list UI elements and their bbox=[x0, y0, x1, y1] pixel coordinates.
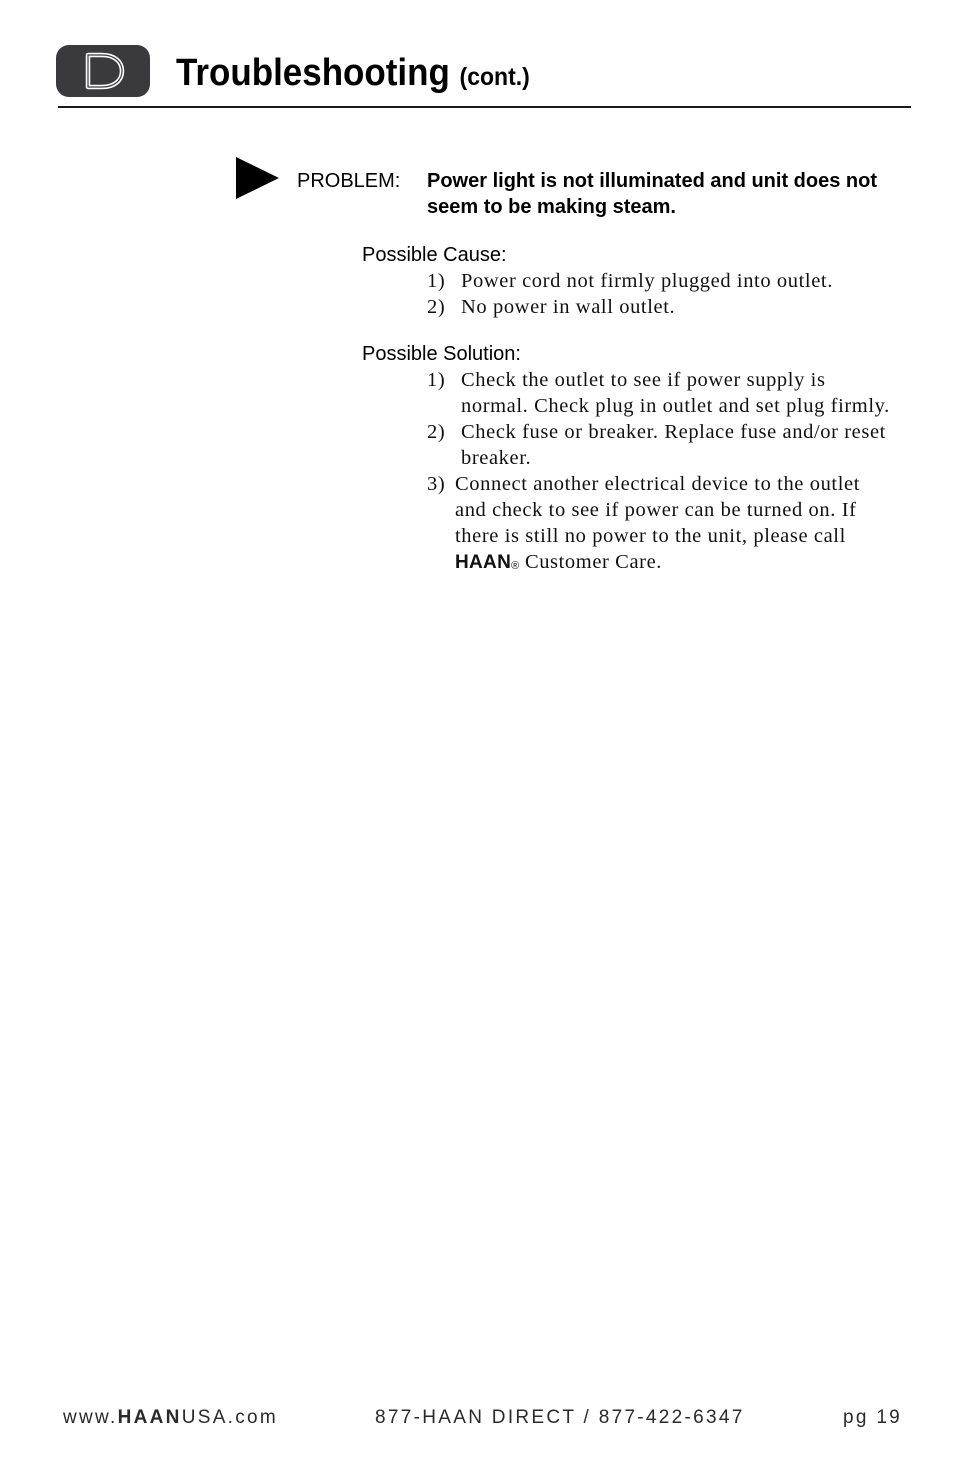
list-item bbox=[427, 471, 897, 579]
footer-url-brand: HAAN bbox=[117, 1407, 182, 1428]
list-item-text: No power in wall outlet. bbox=[461, 296, 676, 318]
problem-label: PROBLEM: bbox=[297, 170, 401, 192]
footer-website bbox=[63, 1406, 278, 1430]
list-item bbox=[427, 294, 897, 320]
page-title-suffix: (cont.) bbox=[459, 63, 530, 91]
list-item-text: Power cord not firmly plugged into outlet. bbox=[461, 270, 833, 292]
list-item-text: Check the outlet to see if power supply is normal. Check plug in outlet and set plug firmly. bbox=[461, 369, 890, 417]
list-item-number: 2) bbox=[427, 296, 446, 318]
list-item bbox=[427, 367, 897, 419]
page-number: pg 19 bbox=[843, 1407, 903, 1428]
list-item-number: 2) bbox=[427, 421, 446, 443]
problem-text: Power light is not illuminated and unit does not seem to be making steam. bbox=[427, 170, 877, 218]
list-item bbox=[427, 419, 897, 471]
page-title-main: Troubleshooting bbox=[176, 52, 450, 94]
list-item-number: 1) bbox=[427, 369, 446, 391]
brand-name: HAAN bbox=[455, 552, 512, 573]
list-item-number: 3) bbox=[427, 473, 446, 495]
list-item-number: 1) bbox=[427, 270, 446, 292]
footer-phone: 877-HAAN DIRECT / 877-422-6347 bbox=[375, 1407, 745, 1428]
registered-mark: ® bbox=[511, 560, 520, 572]
solution-list bbox=[427, 367, 897, 579]
list-item bbox=[427, 268, 897, 294]
page-title bbox=[176, 50, 530, 100]
list-item-text-before-brand: Connect another electrical device to the outlet and check to see if power can be turned on. If there is still no power to the unit, please call bbox=[455, 473, 861, 547]
footer-url-prefix: www. bbox=[63, 1407, 118, 1428]
list-item-text: Check fuse or breaker. Replace fuse and/or reset breaker. bbox=[461, 421, 886, 469]
cause-list bbox=[427, 268, 897, 320]
problem-arrow-icon bbox=[236, 157, 280, 199]
list-item-text bbox=[455, 471, 897, 579]
title-divider bbox=[58, 106, 911, 108]
possible-solution-heading: Possible Solution: bbox=[362, 343, 521, 365]
list-item-text-after-brand: Customer Care. bbox=[524, 551, 663, 573]
possible-cause-heading: Possible Cause: bbox=[362, 244, 507, 266]
footer-url-suffix: USA.com bbox=[181, 1407, 279, 1428]
section-badge bbox=[56, 45, 150, 97]
section-letter-d-icon bbox=[78, 50, 128, 92]
